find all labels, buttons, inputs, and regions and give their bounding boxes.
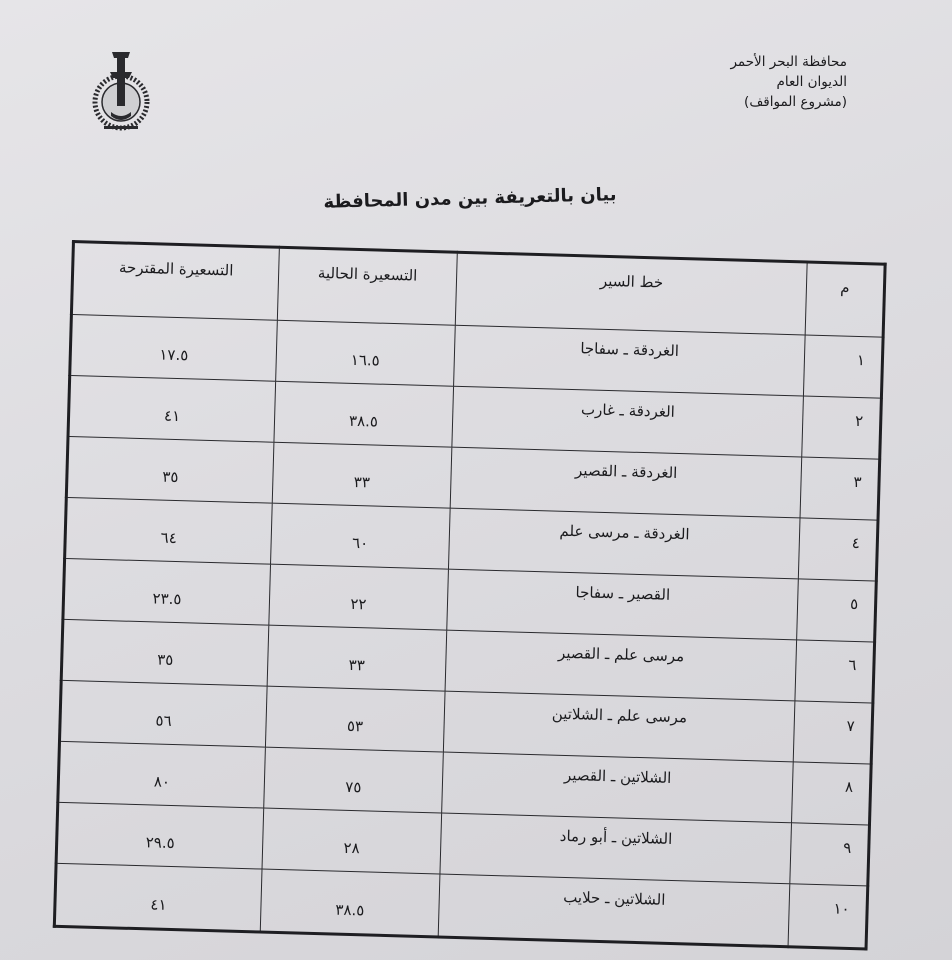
letterhead-line-office: الديوان العام	[776, 74, 847, 90]
row-number: ١٠	[788, 884, 868, 949]
proposed-fare-cell: ٨٠	[58, 741, 266, 808]
row-number: ٧	[793, 701, 873, 764]
letterhead	[730, 52, 847, 112]
document-title: بيان بالتعريفة بين مدن المحافظة	[323, 184, 617, 213]
row-number: ٣	[800, 457, 880, 520]
proposed-fare-cell: ٣٥	[61, 619, 269, 686]
column-header-proposed-fare: التسعيرة المقترحة	[71, 242, 279, 321]
route-cell: الغردقة ـ سفاجا	[454, 325, 806, 396]
route-cell: الغردقة ـ غارب	[452, 386, 804, 457]
proposed-fare-cell: ٤١	[54, 863, 262, 932]
governorate-emblem-icon	[82, 42, 160, 134]
row-number: ٤	[798, 518, 878, 581]
column-header-current-fare: التسعيرة الحالية	[277, 247, 457, 325]
proposed-fare-cell: ٥٦	[59, 680, 267, 747]
route-cell: الغردقة ـ مرسى علم	[448, 508, 800, 579]
current-fare-cell: ٢٢	[269, 564, 449, 630]
fare-table	[53, 240, 887, 950]
route-cell: الشلاتين ـ القصير	[442, 752, 794, 823]
current-fare-cell: ٣٨.٥	[260, 869, 440, 937]
fare-table-wrapper	[53, 240, 884, 950]
current-fare-cell: ٦٠	[271, 503, 451, 569]
column-header-number: م	[805, 262, 885, 337]
proposed-fare-cell: ١٧.٥	[70, 315, 278, 382]
route-cell: مرسى علم ـ الشلاتين	[443, 691, 795, 762]
proposed-fare-cell: ٢٩.٥	[56, 802, 264, 869]
current-fare-cell: ٣٣	[267, 625, 447, 691]
current-fare-cell: ٥٣	[265, 686, 445, 752]
current-fare-cell: ٧٥	[264, 747, 444, 813]
proposed-fare-cell: ٤١	[68, 376, 276, 443]
row-number: ٨	[792, 762, 872, 825]
proposed-fare-cell: ٦٤	[65, 497, 273, 564]
row-number: ٦	[795, 640, 875, 703]
proposed-fare-cell: ٣٥	[66, 436, 274, 503]
route-cell: مرسى علم ـ القصير	[445, 630, 797, 701]
current-fare-cell: ٣٣	[272, 442, 452, 508]
proposed-fare-cell: ٢٣.٥	[63, 558, 271, 625]
route-cell: الغردقة ـ القصير	[450, 447, 802, 518]
route-cell: القصير ـ سفاجا	[447, 569, 799, 640]
letterhead-line-governorate: محافظة البحر الأحمر	[730, 54, 847, 70]
row-number: ١	[803, 335, 883, 398]
current-fare-cell: ٣٨.٥	[274, 381, 454, 447]
row-number: ٩	[790, 823, 870, 886]
current-fare-cell: ١٦.٥	[276, 320, 456, 386]
route-cell: الشلاتين ـ حلايب	[438, 874, 790, 947]
row-number: ٥	[797, 579, 877, 642]
column-header-route: خط السير	[455, 252, 807, 335]
current-fare-cell: ٢٨	[262, 808, 442, 874]
letterhead-line-project: (مشروع المواقف)	[744, 94, 847, 110]
row-number: ٢	[802, 396, 882, 459]
route-cell: الشلاتين ـ أبو رماد	[440, 813, 792, 884]
